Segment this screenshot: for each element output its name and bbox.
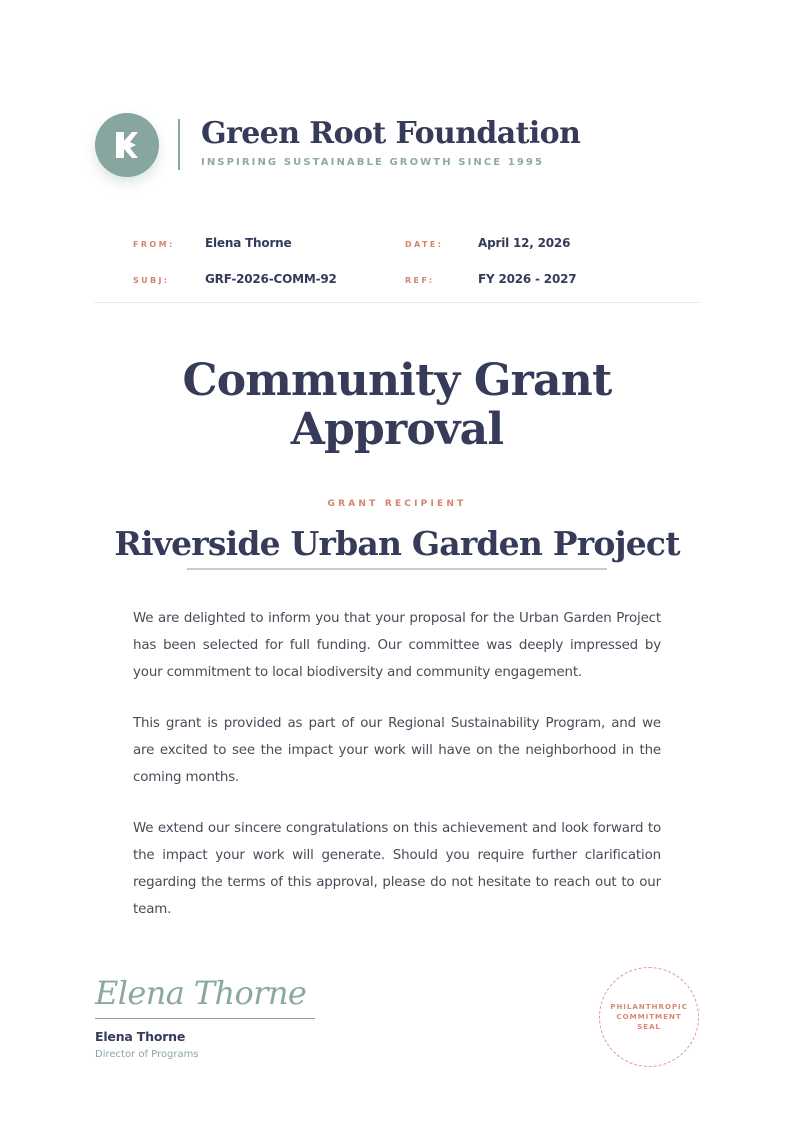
body-paragraph-1: We are delighted to inform you that your proposal for the Urban Garden Project has been selected for full funding. Our committee was deeply impressed by your commitment to local biodiversity and community engagement. (133, 611, 661, 680)
document-title (0, 356, 794, 454)
date-value: April 12, 2026 (478, 236, 571, 250)
signature-script: Elena Thorne (95, 974, 307, 1012)
seal-text (604, 1002, 694, 1032)
grant-recipient-label: GRANT RECIPIENT (327, 499, 467, 509)
document-title-line-2: Approval (290, 404, 504, 455)
subject-label: SUBJ: (133, 276, 170, 285)
body-paragraph-2: This grant is provided as part of our Regional Sustainability Program, and we are excited to see the impact your work will have on the neighborhood in the coming months. (133, 716, 661, 785)
commitment-seal (599, 967, 699, 1067)
body-paragraph-3: We extend our sincere congratulations on this achievement and look forward to the impact your work will generate. Should you require further clarification regarding the terms of this approval, please do not hesitate to reach out to our team. (133, 821, 661, 917)
from-label: FROM: (133, 240, 175, 249)
subject-value: GRF-2026-COMM-92 (205, 272, 337, 286)
k-leaf-monogram-icon (113, 130, 141, 160)
organization-name: Green Root Foundation (201, 116, 581, 151)
signer-name: Elena Thorne (95, 1029, 186, 1044)
from-value: Elena Thorne (205, 236, 292, 250)
reference-value: FY 2026 - 2027 (478, 272, 577, 286)
signer-title: Director of Programs (95, 1049, 199, 1060)
signature-line (95, 1018, 315, 1019)
header-divider (178, 119, 180, 170)
organization-tagline: INSPIRING SUSTAINABLE GROWTH SINCE 1995 (201, 157, 545, 168)
logo-badge (95, 113, 159, 177)
date-label: DATE: (405, 240, 444, 249)
document-title-line-1: Community Grant (182, 355, 612, 406)
seal-line-1: PHILANTHROPIC (610, 1002, 688, 1011)
seal-line-2: COMMITMENT (616, 1012, 682, 1021)
grant-recipient-name: Riverside Urban Garden Project (114, 524, 680, 563)
reference-label: REF: (405, 276, 435, 285)
seal-line-3: SEAL (637, 1022, 661, 1031)
recipient-underline (187, 568, 607, 570)
meta-divider (94, 302, 700, 303)
